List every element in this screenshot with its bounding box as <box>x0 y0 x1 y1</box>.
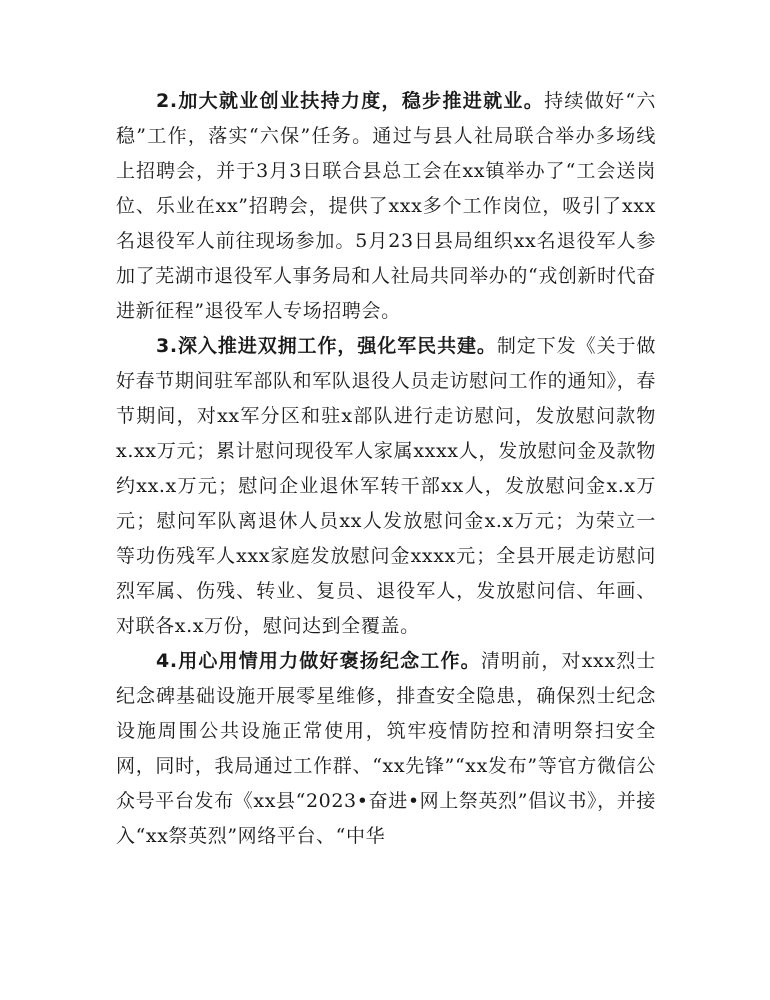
paragraph-body: 制定下发《关于做好春节期间驻军部队和军队退役人员走访慰问工作的通知》，春节期间，对xx军分区和驻x部队进行走访慰问，发放慰问款物x.xx万元；累计慰问现役军人家属xxxx人，发放慰问金及款物约xx.x万元；慰问企业退休军转干部xx人，发放慰问金x.x万元；慰问军队离退休人员xx人发放慰问金x.x万元；为荣立一等功伤残军人xxx家庭发放慰问金xxxx元；全县开展走访慰问烈军属、伤残、转业、复员、退役军人，发放慰问信、年画、对联各x.x万份，慰问达到全覆盖。 <box>116 335 656 637</box>
document-page <box>116 84 656 854</box>
paragraph-heading: 2.加大就业创业扶持力度，稳步推进就业。 <box>156 90 545 112</box>
paragraph-commemoration <box>116 644 656 854</box>
paragraph-employment <box>116 84 656 329</box>
paragraph-body: 清明前，对xxx烈士纪念碑基础设施开展零星维修，排查安全隐患，确保烈士纪念设施周围公共设施正常使用，筑牢疫情防控和清明祭扫安全网，同时，我局通过工作群、“xx先锋”“xx发布”等官方微信公众号平台发布《xx县“2023•奋进•网上祭英烈”倡议书》，并接入“xx祭英烈”网络平台、“中华 <box>116 650 656 847</box>
paragraph-heading: 4.用心用情用力做好褒扬纪念工作。 <box>156 650 481 672</box>
paragraph-military-civil <box>116 329 656 644</box>
paragraph-heading: 3.深入推进双拥工作，强化军民共建。 <box>156 335 497 357</box>
paragraph-body: 持续做好“六稳”工作，落实“六保”任务。通过与县人社局联合举办多场线上招聘会，并于3月3日联合县总工会在xx镇举办了“工会送岗位、乐业在xx”招聘会，提供了xxx多个工作岗位，吸引了xxx名退役军人前往现场参加。5月23日县局组织xx名退役军人参加了芜湖市退役军人事务局和人社局共同举办的“戎创新时代奋进新征程”退役军人专场招聘会。 <box>116 90 656 322</box>
